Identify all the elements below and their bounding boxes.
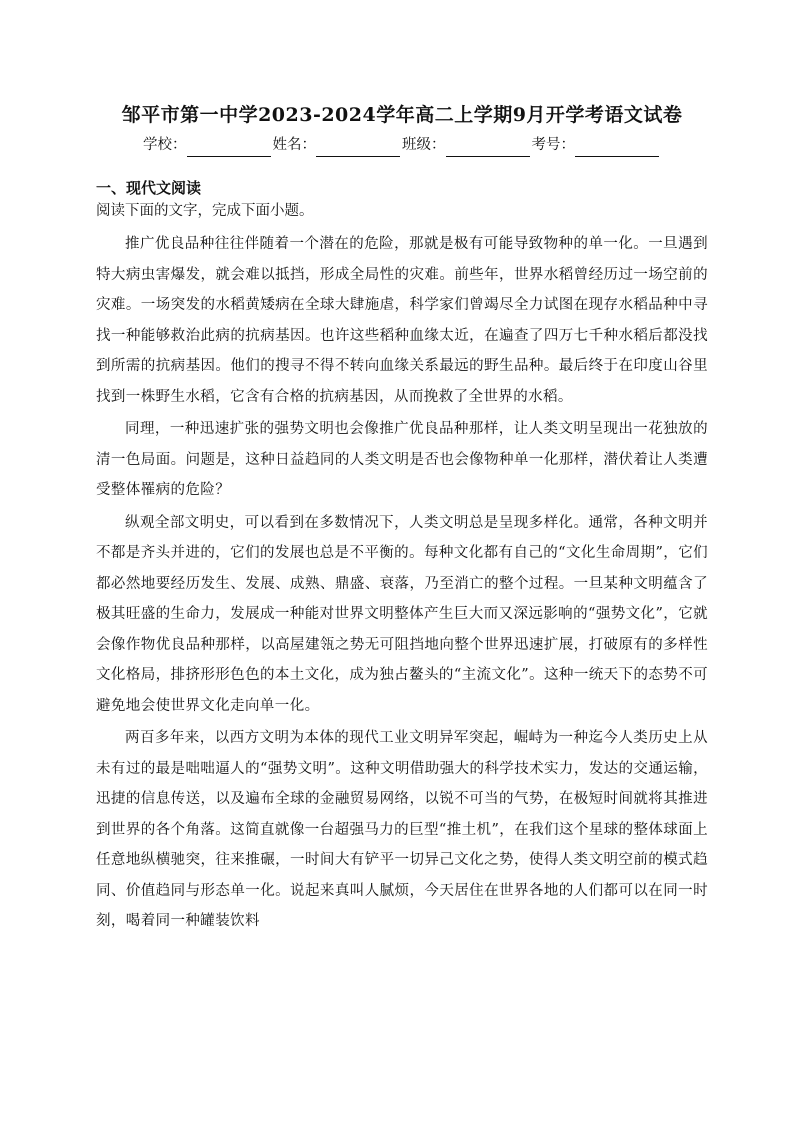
section-instruction: 阅读下面的文字，完成下面小题。 <box>96 203 314 219</box>
school-blank[interactable] <box>187 138 271 157</box>
reading-passage <box>96 229 708 937</box>
student-info-line <box>96 133 708 157</box>
school-label: 学校： <box>143 137 187 153</box>
name-label: 姓名： <box>272 137 316 153</box>
section-heading: 一、现代文阅读 <box>96 179 202 197</box>
passage-paragraph: 两百多年来，以西方文明为本体的现代工业文明异军突起，崛峙为一种迄今人类历史上从未有过的最是咄咄逼人的“强势文明”。这种文明借助强大的科学技术实力，发达的交通运输，迅捷的信息传送，以及遍布全球的金融贸易网络，以锐不可当的气势，在极短时间就将其推进到世界的各个角落。这简直就像一台超强马力的巨型“推土机”，在我们这个星球的整体球面上任意地纵横驰突，往来推碾，一时间大有铲平一切异己文化之势，使得人类文明空前的模式趋同、价值趋同与形态单一化。说起来真叫人腻烦，今天居住在世界各地的人们都可以在同一时刻，喝着同一种罐装饮料 <box>96 730 708 929</box>
passage-paragraph: 同理，一种迅速扩张的强势文明也会像推广优良品种那样，让人类文明呈现出一花独放的清一色局面。问题是，这种日益趋同的人类文明是否也会像物种单一化那样，潜伏着让人类遭受整体罹病的危险？ <box>96 421 708 498</box>
passage-paragraph: 推广优良品种往往伴随着一个潜在的危险，那就是极有可能导致物种的单一化。一旦遇到特大病虫害爆发，就会难以抵挡，形成全局性的灾难。前些年，世界水稻曾经历过一场空前的灾难。一场突发的水稻黄矮病在全球大肆施虐，科学家们曾竭尽全力试图在现存水稻品种中寻找一种能够救治此病的抗病基因。也许这些稻种血缘太近，在遍查了四万七千种水稻后都没找到所需的抗病基因。他们的搜寻不得不转向血缘关系最远的野生品种。最后终于在印度山谷里找到一株野生水稻，它含有合格的抗病基因，从而挽救了全世界的水稻。 <box>96 236 708 405</box>
exam-number-field <box>532 133 662 157</box>
class-blank[interactable] <box>446 138 530 157</box>
exam-number-blank[interactable] <box>575 138 659 157</box>
exam-title: 邹平市第一中学2023-2024学年高二上学期9月开学考语文试卷 <box>121 104 683 126</box>
passage-paragraph: 纵观全部文明史，可以看到在多数情况下，人类文明总是呈现多样化。通常，各种文明并不都是齐头并进的，它们的发展也总是不平衡的。每种文化都有自己的“文化生命周期”，它们都必然地要经历发生、发展、成熟、鼎盛、衰落，乃至消亡的整个过程。一旦某种文明蕴含了极其旺盛的生命力，发展成一种能对世界文明整体产生巨大而又深远影响的“强势文化”，它就会像作物优良品种那样，以高屋建瓴之势无可阻挡地向整个世界迅速扩展，打破原有的多样性文化格局，排挤形形色色的本土文化，成为独占鳌头的“主流文化”。这种一统天下的态势不可避免地会使世界文化走向单一化。 <box>96 514 708 714</box>
exam-number-label: 考号： <box>531 137 575 153</box>
name-blank[interactable] <box>316 138 400 157</box>
class-label: 班级： <box>402 137 446 153</box>
class-field <box>402 133 532 157</box>
school-field <box>143 133 273 157</box>
name-field <box>273 133 403 157</box>
